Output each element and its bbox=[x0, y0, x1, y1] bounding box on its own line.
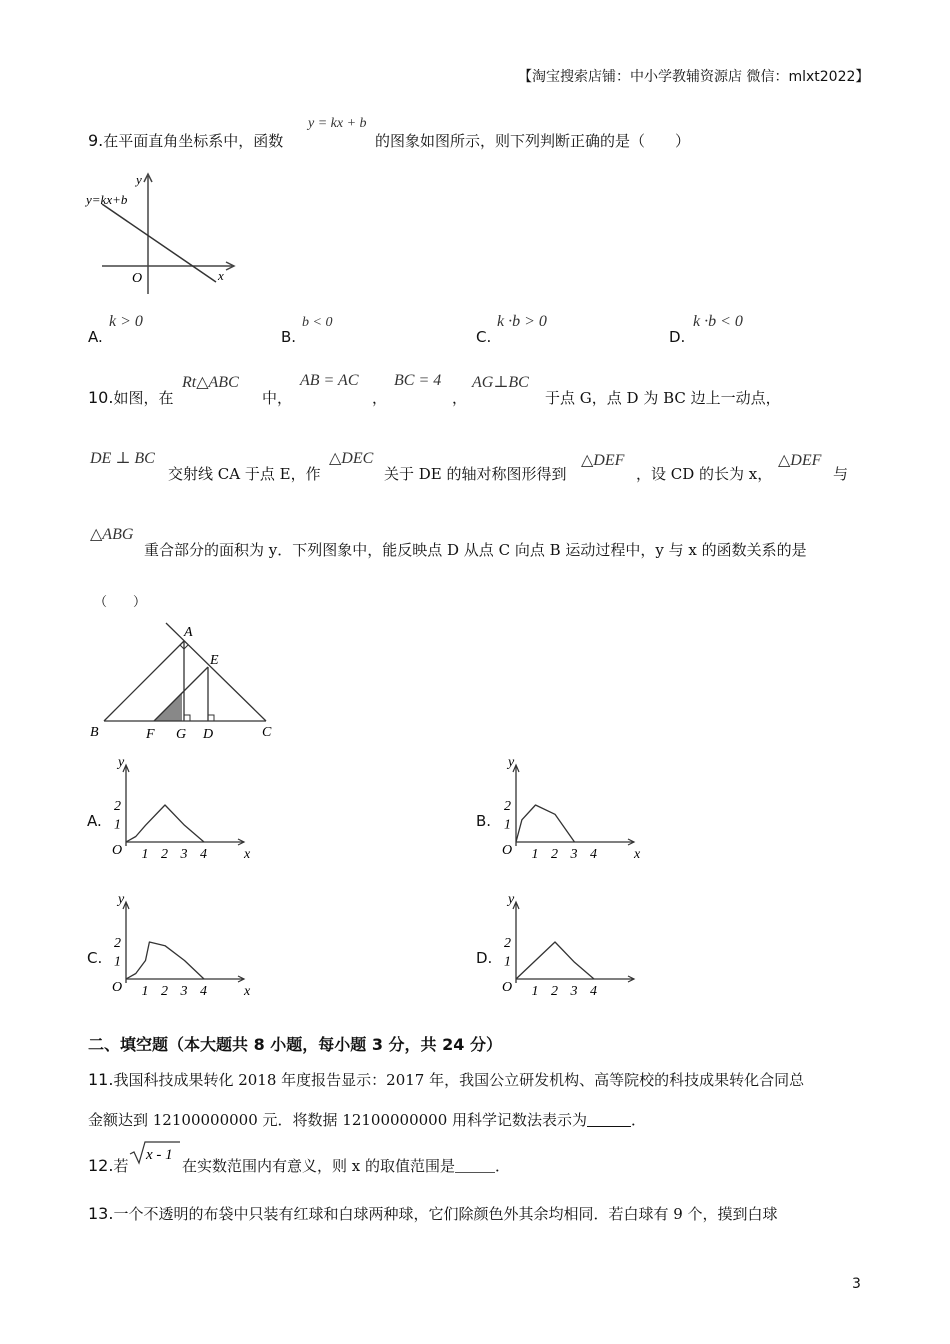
q10-option-c-y-tick-2: 2 bbox=[114, 936, 121, 951]
q10-option-d-x-tick-3: 3 bbox=[570, 984, 578, 999]
q10-l1-a: 如图，在 bbox=[113, 389, 174, 407]
q10-l2-m2: △DEC bbox=[329, 450, 374, 467]
q10-label-a: A bbox=[184, 625, 193, 640]
q10-option-a-letter: A. bbox=[87, 812, 102, 830]
q10-l2-m3: △DEF bbox=[581, 452, 625, 469]
q11-line1 bbox=[88, 1069, 804, 1090]
q10-option-d-y-tick-2: 2 bbox=[504, 936, 511, 951]
q10-option-c-x-label: x bbox=[244, 984, 251, 999]
q10-l1-d: ， bbox=[452, 389, 468, 407]
q13-text: 一个不透明的布袋中只装有红球和白球两种球，它们除颜色外其余均相同．若白球有 9 个，摸到白球 bbox=[113, 1205, 778, 1223]
q10-option-b-letter: B. bbox=[476, 812, 492, 830]
q10-option-a-y-tick-1: 1 bbox=[114, 817, 121, 833]
q12-pre: 若 bbox=[113, 1157, 129, 1175]
q10-option-b-x-tick-3: 3 bbox=[570, 847, 578, 862]
q10-label-c: C bbox=[262, 725, 272, 740]
q12-answer-blank[interactable] bbox=[455, 1158, 495, 1173]
q10-l1-m4: AG⊥BC bbox=[472, 374, 529, 391]
q10-l2-b: 关于 DE 的轴对称图形得到 bbox=[384, 465, 567, 483]
q10-option-c-origin-label: O bbox=[112, 980, 123, 995]
q9-origin-label: O bbox=[132, 271, 143, 286]
q10-l1-b: 中， bbox=[262, 389, 293, 407]
q10-label-f: F bbox=[146, 727, 155, 742]
q9-option-d-expr: k ·b < 0 bbox=[693, 313, 743, 330]
section-2-title: 二、填空题（本大题共 8 小题，每小题 3 分，共 24 分） bbox=[88, 1035, 502, 1054]
q9-graph bbox=[84, 170, 244, 300]
q9-line-label: y=kx+b bbox=[86, 192, 128, 207]
q11-l1: 我国科技成果转化 2018 年度报告显示：2017 年，我国公立研发机构、高等院校的科技成果转化合同总 bbox=[113, 1071, 805, 1089]
q10-triangle-figure bbox=[86, 618, 286, 748]
q10-option-b-x-tick-4: 4 bbox=[590, 847, 597, 862]
q10-option-d-y-label: y bbox=[508, 892, 515, 907]
q10-l2-a: 交射线 CA 于点 E，作 bbox=[168, 465, 321, 483]
q10-option-d-graph bbox=[494, 893, 634, 1003]
q10-label-g: G bbox=[176, 727, 187, 742]
q11-l2-a: 金额达到 12100000000 元．将数据 12100000000 用科学记数法表示为 bbox=[88, 1111, 588, 1129]
q10-right-angle-d bbox=[208, 715, 214, 721]
q9-stem bbox=[88, 130, 283, 151]
q10-option-d-x-tick-4: 4 bbox=[590, 984, 597, 999]
q12-rest bbox=[182, 1155, 510, 1176]
q12-radicand: x - 1 bbox=[146, 1147, 173, 1163]
q12-end: ． bbox=[495, 1157, 511, 1175]
q9-option-a-expr: k > 0 bbox=[109, 313, 143, 330]
q10-option-a-x-tick-1: 1 bbox=[141, 847, 149, 862]
q10-option-d-curve bbox=[516, 942, 594, 979]
page-number: 3 bbox=[852, 1276, 861, 1292]
q9-stem-b: 的图象如图所示，则下列判断正确的是（ ） bbox=[375, 132, 691, 150]
q10-l1-m3: BC = 4 bbox=[394, 372, 442, 389]
q10-option-b-y-label: y bbox=[508, 755, 515, 770]
q9-y-label: y bbox=[136, 172, 142, 187]
q9-option-a-letter: A. bbox=[88, 328, 103, 346]
q10-label-d: D bbox=[203, 727, 214, 742]
q9-number: 9. bbox=[88, 131, 104, 150]
q10-option-b-x-tick-1: 1 bbox=[531, 847, 539, 862]
q10-option-d-origin-label: O bbox=[502, 980, 513, 995]
q10-option-b-origin-label: O bbox=[502, 843, 513, 858]
q12-post: 在实数范围内有意义，则 x 的取值范围是 bbox=[182, 1157, 455, 1175]
q10-l2-d: 与 bbox=[833, 465, 849, 483]
q10-l3-m1: △ABG bbox=[90, 526, 134, 543]
q11-l2-b: ． bbox=[631, 1111, 647, 1129]
q10-option-d-x-tick-2: 2 bbox=[551, 984, 558, 999]
header-text: 【淘宝搜索店铺：中小学教辅资源店 微信：mlxt2022】 bbox=[518, 69, 870, 85]
q10-right-angle-g bbox=[184, 715, 190, 721]
q9-option-c-letter: C. bbox=[476, 328, 492, 346]
q10-l1-m2: AB = AC bbox=[300, 372, 359, 389]
q10-l1-c: ， bbox=[372, 389, 388, 407]
q10-label-b: B bbox=[90, 725, 99, 740]
q10-option-a-y-tick-2: 2 bbox=[114, 799, 121, 814]
q10-option-b-curve bbox=[516, 805, 575, 842]
q9-formula: y = kx + b bbox=[308, 116, 367, 131]
q9-line bbox=[102, 204, 216, 282]
q13-number: 13. bbox=[88, 1204, 114, 1223]
q10-option-c-curve bbox=[126, 942, 204, 979]
q9-option-c-expr: k ·b > 0 bbox=[497, 313, 547, 330]
q10-option-a-x-label: x bbox=[244, 847, 251, 862]
q10-option-a-y-label: y bbox=[118, 755, 125, 770]
q10-option-d-letter: D. bbox=[476, 949, 493, 967]
q10-option-a-x-tick-4: 4 bbox=[200, 847, 207, 862]
q9-option-d-letter: D. bbox=[669, 328, 686, 346]
q10-option-a-x-tick-2: 2 bbox=[161, 847, 168, 862]
q12-radical bbox=[128, 1140, 180, 1166]
q10-number: 10. bbox=[88, 388, 114, 407]
q12-line bbox=[88, 1155, 128, 1176]
q11-line2 bbox=[88, 1109, 646, 1130]
q10-l2-m1: DE ⊥ BC bbox=[90, 450, 155, 467]
q10-option-b-graph bbox=[494, 755, 641, 866]
q10-option-d-y-tick-1: 1 bbox=[504, 954, 511, 970]
q10-option-d-x-tick-1: 1 bbox=[531, 984, 539, 999]
q12-number: 12. bbox=[88, 1156, 114, 1175]
q10-option-b-y-tick-2: 2 bbox=[504, 799, 511, 814]
q9-option-b-letter: B. bbox=[281, 328, 297, 346]
q10-option-b-y-tick-1: 1 bbox=[504, 817, 511, 833]
q10-option-b-x-label: x bbox=[634, 847, 641, 862]
q10-option-c-y-tick-1: 1 bbox=[114, 954, 121, 970]
q10-l2-m4: △DEF bbox=[778, 452, 822, 469]
q10-line1-start bbox=[88, 387, 173, 408]
q9-stem-a: 在平面直角坐标系中，函数 bbox=[103, 132, 284, 150]
q10-option-c-letter: C. bbox=[87, 949, 103, 967]
q10-option-c-graph bbox=[104, 892, 251, 1003]
q10-option-a-curve bbox=[126, 805, 204, 842]
q13-line bbox=[88, 1203, 778, 1224]
q10-l3-a: 重合部分的面积为 y．下列图象中，能反映点 D 从点 C 向点 B 运动过程中，y 与 x 的函数关系的是 bbox=[144, 541, 807, 559]
q9-x-label: x bbox=[218, 268, 224, 283]
q10-option-a-graph bbox=[104, 755, 251, 866]
q10-l4: （ ） bbox=[94, 595, 147, 610]
q10-l2-c: ，设 CD 的长为 x， bbox=[636, 465, 773, 483]
q9-option-b-expr: b < 0 bbox=[302, 315, 333, 330]
q11-number: 11. bbox=[88, 1070, 114, 1089]
q10-option-c-x-tick-1: 1 bbox=[141, 984, 149, 999]
q10-option-b-x-tick-2: 2 bbox=[551, 847, 558, 862]
q10-option-c-x-tick-2: 2 bbox=[161, 984, 168, 999]
q10-option-c-x-tick-3: 3 bbox=[180, 984, 188, 999]
q10-option-a-x-tick-3: 3 bbox=[180, 847, 188, 862]
q11-answer-blank[interactable] bbox=[587, 1112, 631, 1127]
q10-l1-e: 于点 G，点 D 为 BC 边上一动点， bbox=[545, 389, 781, 407]
q10-l1-m1: Rt△ABC bbox=[182, 374, 239, 391]
q10-option-c-y-label: y bbox=[118, 892, 125, 907]
q10-option-a-origin-label: O bbox=[112, 843, 123, 858]
q10-label-e: E bbox=[210, 653, 219, 668]
q10-option-c-x-tick-4: 4 bbox=[200, 984, 207, 999]
